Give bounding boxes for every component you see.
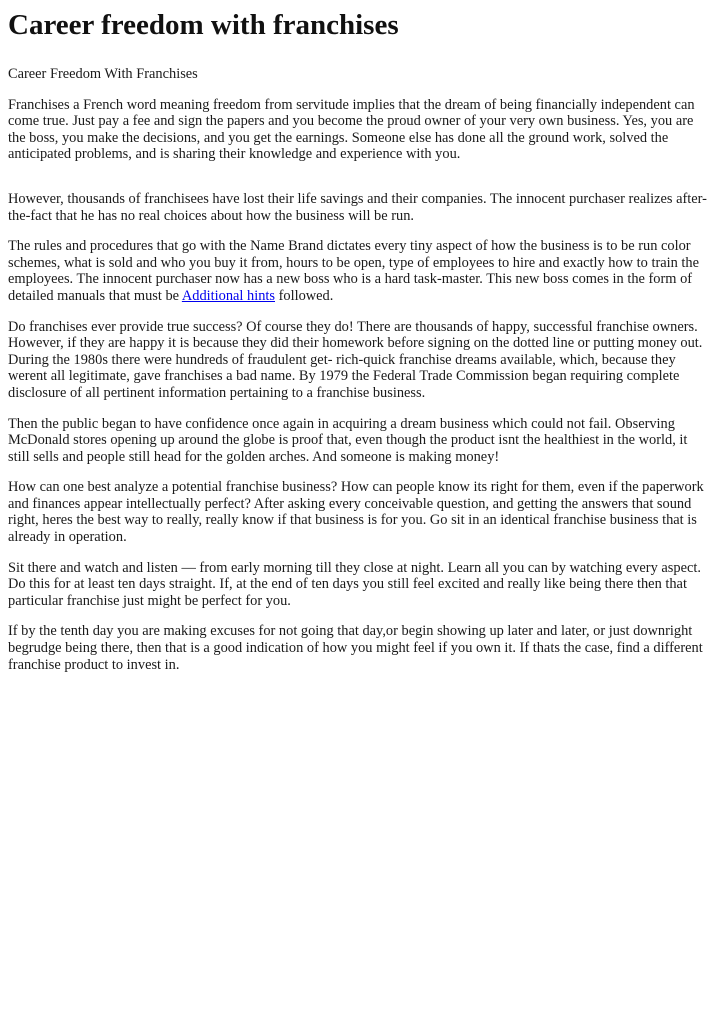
paragraph-4: Do franchises ever provide true success? Of course they do! There are thousands of happy, successful franchise owners. However, if they are happy it is because they did their homework before signing on the dotted line or putting money out. During the 1980s there were hundreds of fraudulent get- rich-quick franchise dreams available, which, because they werent all legitimate, gave franchises a bad name. By 1979 the Federal Trade Commission began requiring complete disclosure of all pertinent information pertaining to a franchise business. xyxy=(8,318,703,401)
paragraph-3 xyxy=(8,238,712,304)
paragraph-7: Sit there and watch and listen — from early morning till they close at night. Learn all you can by watching every aspect. Do this for at least ten days straight. If, at the end of ten days you still feel excited and really like being there then that particular franchise just might be perfect for you. xyxy=(8,559,701,609)
paragraph-1: Franchises a French word meaning freedom from servitude implies that the dream of being financially independent can come true. Just pay a fee and sign the papers and you become the proud owner of your very own business. Yes, you are the boss, you make the decisions, and you get the earnings. Someone else has done all the ground work, solved the anticipated problems, and is sharing their knowledge and experience with you. xyxy=(8,96,695,163)
paragraph-5: Then the public began to have confidence once again in acquiring a dream business which could not fail. Observing McDonald stores opening up around the globe is proof that, even though the product isnt the healthiest in the world, it still sells and people still head for the golden arches. And someone is making money! xyxy=(8,415,688,465)
paragraph-2: However, thousands of franchisees have lost their life savings and their companies. The innocent purchaser realizes after-the-fact that he has no real choices about how the business will be run. xyxy=(8,190,707,224)
document-subtitle: Career Freedom With Franchises xyxy=(8,66,198,82)
page-title: Career freedom with franchises xyxy=(8,9,399,41)
paragraph-8: If by the tenth day you are making excuses for not going that day,or begin showing up later and later, or just downright begrudge being there, then that is a good indication of how you might feel if you own it. If thats the case, find a different franchise product to invest in. xyxy=(8,623,703,673)
paragraph-3-text-after: followed. xyxy=(275,287,334,304)
additional-hints-link[interactable]: Additional hints xyxy=(181,287,275,304)
document-page xyxy=(0,8,720,673)
paragraph-6: How can one best analyze a potential franchise business? How can people know its right for them, even if the paperwork and finances appear intellectually perfect? After asking every conceivable question, and getting the answers that sound right, heres the best way to really, really know if that business is for you. Go sit in an identical franchise business that is already in operation. xyxy=(8,479,704,546)
paragraph-3-text-before: The rules and procedures that go with the Name Brand dictates every tiny aspect of how the business is to be run color schemes, what is sold and who you buy it from, hours to be open, type of employees to hire and exactly how to train the employees. The innocent purchaser now has a new boss who is a hard task-master. This new boss comes in the form of detailed manuals that must be xyxy=(8,238,700,304)
